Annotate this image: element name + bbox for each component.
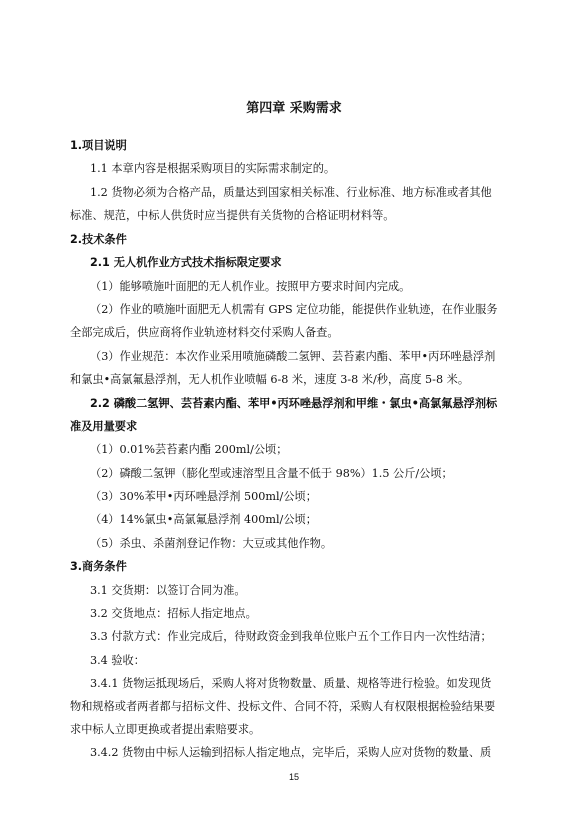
text-line: 3.4 验收： xyxy=(90,654,145,667)
text-line: 2.2 磷酸二氢钾、芸苔素内酯、苯甲•丙环唑悬浮剂和甲维・氯虫•高氯氟悬浮剂标 xyxy=(90,397,498,410)
text-line: 1.1 本章内容是根据采购项目的实际需求制定的。 xyxy=(90,162,336,175)
text-line: 3.3 付款方式：作业完成后，待财政资金到我单位账户五个工作日内一次性结清； xyxy=(90,630,492,643)
text-line: 3.商务条件 xyxy=(70,560,127,573)
text-line: 3.2 交货地点：招标人指定地点。 xyxy=(90,607,257,620)
text-line: （3）30%苯甲•丙环唑悬浮剂 500ml/公顷； xyxy=(90,490,317,503)
text-line: 标准、规范，中标人供货时应当提供有关货物的合格证明材料等。 xyxy=(70,209,395,222)
chapter-title: 第四章 采购需求 xyxy=(246,101,342,116)
text-line: （4）14%氯虫•高氯氟悬浮剂 400ml/公顷； xyxy=(90,513,317,526)
text-line: 1.项目说明 xyxy=(70,139,127,152)
text-line: （2）磷酸二氢钾（膨化型或速溶型且含量不低于 98%）1.5 公斤/公顷； xyxy=(90,467,453,480)
text-line: 求中标人立即更换或者提出索赔要求。 xyxy=(70,723,261,736)
text-line: 2.技术条件 xyxy=(70,233,127,246)
text-line: 3.1 交货期：以签订合同为准。 xyxy=(90,584,246,597)
text-line: （5）杀虫、杀菌剂登记作物：大豆或其他作物。 xyxy=(90,537,333,550)
text-line: 2.1 无人机作业方式技术指标限定要求 xyxy=(90,256,282,269)
text-line: 准及用量要求 xyxy=(70,420,138,433)
text-line: 3.4.1 货物运抵现场后，采购人将对货物数量、质量、规格等进行检验。如发现货 xyxy=(90,677,492,690)
text-line: （2）作业的喷施叶面肥无人机需有 GPS 定位功能，能提供作业轨迹，在作业服务 xyxy=(90,303,498,316)
text-line: （3）作业规范：本次作业采用喷施磷酸二氢钾、芸苔素内酯、苯甲•丙环唑悬浮剂 xyxy=(90,350,496,363)
text-line: （1）能够喷施叶面肥的无人机作业。按照甲方要求时间内完成。 xyxy=(90,280,411,293)
text-line: 1.2 货物必须为合格产品，质量达到国家相关标准、行业标准、地方标准或者其他 xyxy=(90,186,492,199)
text-line: 物和规格或者两者都与招标文件、投标文件、合同不符，采购人有权限根据检验结果要 xyxy=(70,700,496,713)
page-number: 15 xyxy=(288,772,299,782)
text-line: 和氯虫•高氯氟悬浮剂，无人机作业喷幅 6-8 米，速度 3-8 米/秒，高度 5-8 米。 xyxy=(70,373,470,386)
text-line: 3.4.2 货物由中标人运输到招标人指定地点，完毕后，采购人应对货物的数量、质 xyxy=(90,746,492,759)
text-line: （1）0.01%芸苔素内酯 200ml/公顷； xyxy=(90,443,288,456)
text-line: 全部完成后，供应商将作业轨迹材料交付采购人备查。 xyxy=(70,326,339,339)
